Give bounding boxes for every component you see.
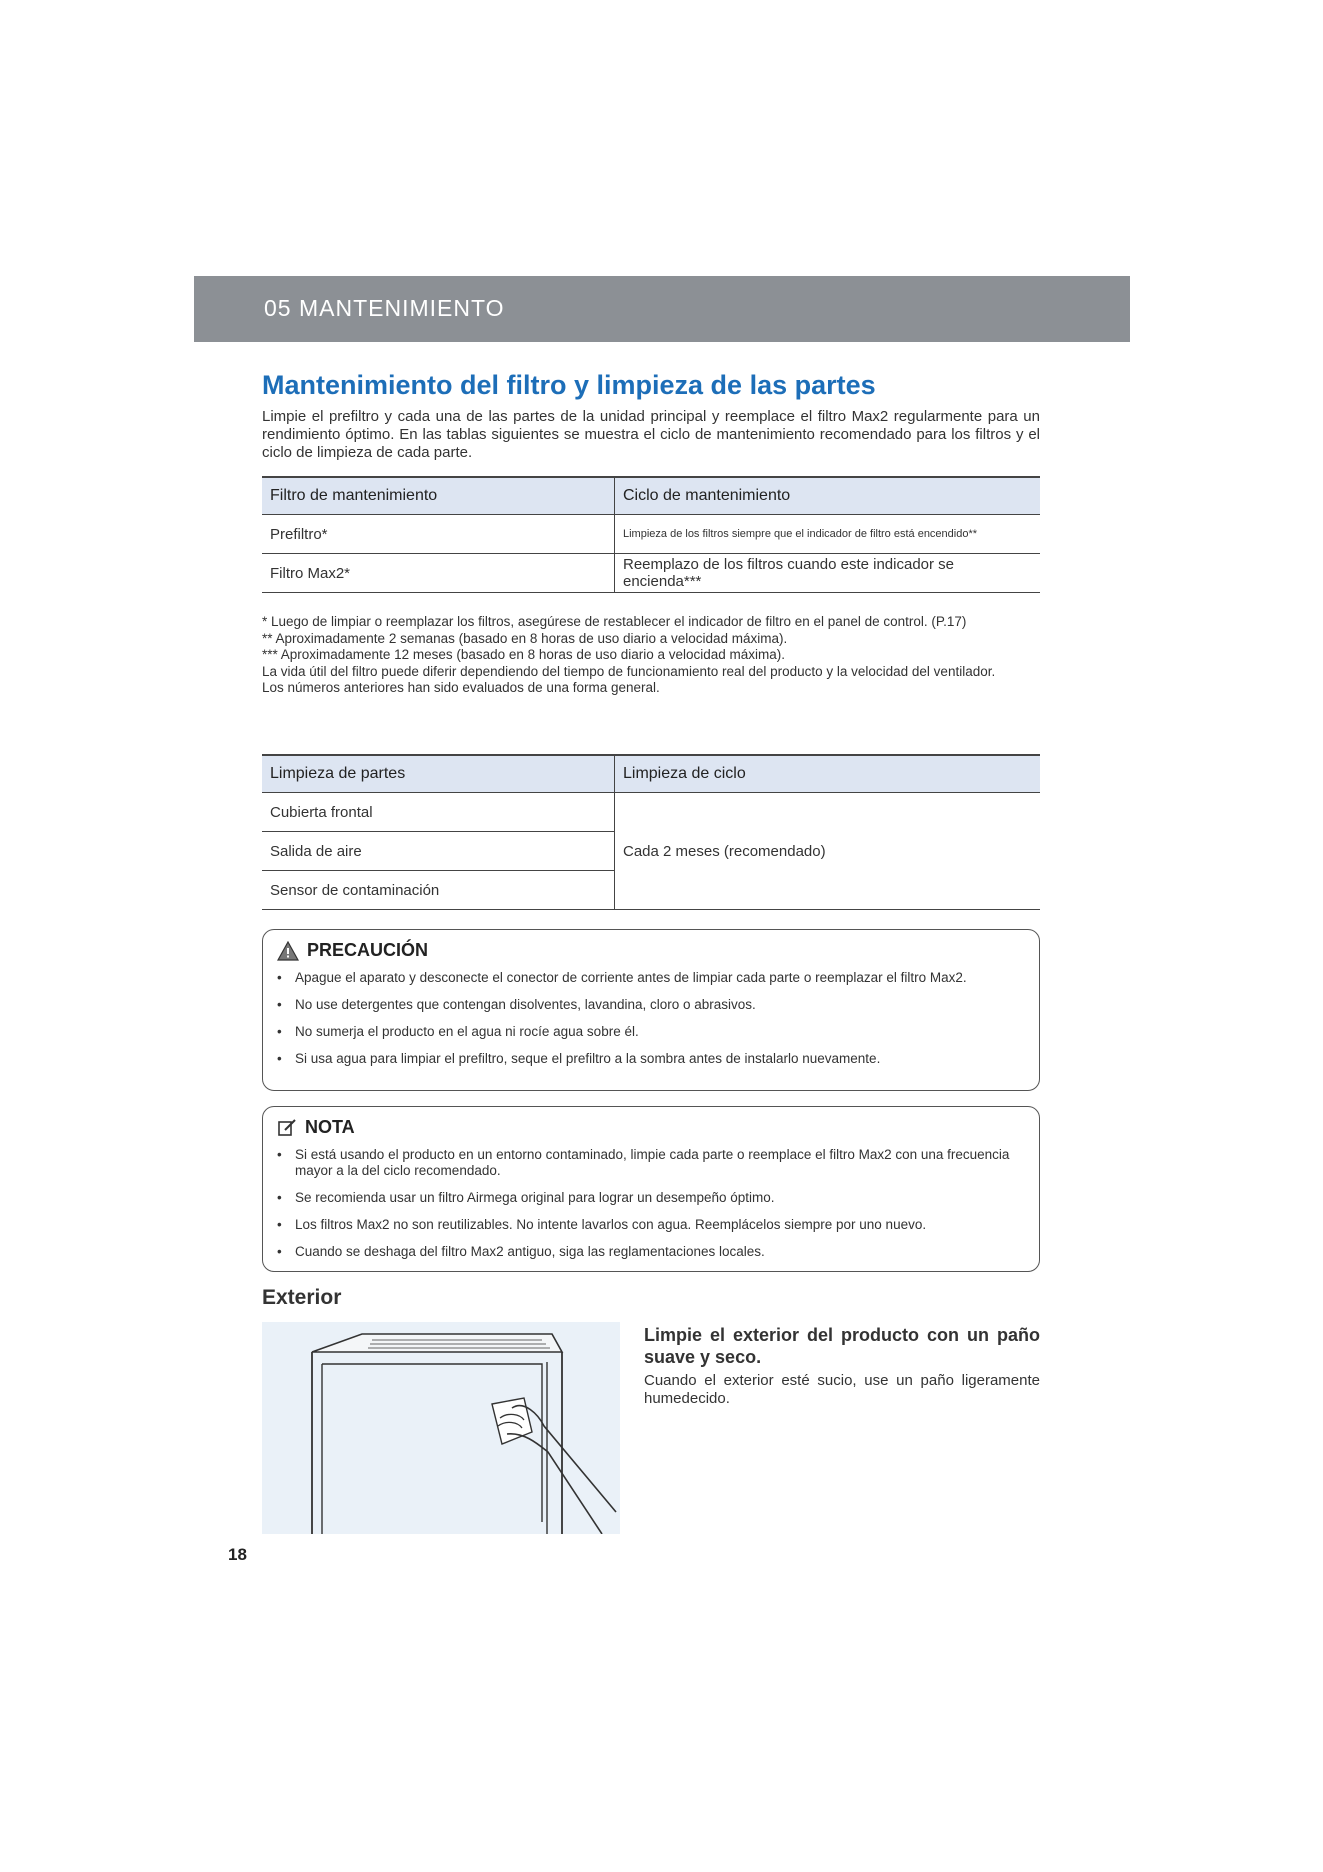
intro-paragraph: Limpie el prefiltro y cada una de las partes de la unidad principal y reemplace el filtro Max2 regularmente para un rendimiento óptimo. En las tablas siguientes se muestra el ciclo de mantenimiento recomendado para los filtros y el ciclo de limpieza de cada parte. [262, 408, 1040, 461]
table-cell: Salida de aire [262, 832, 615, 871]
list-item: • Si usa agua para limpiar el prefiltro, seque el prefiltro a la sombra antes de instalarlo nuevamente. [273, 1051, 1023, 1067]
note-header [277, 1117, 355, 1138]
caution-list [273, 970, 1023, 1078]
warning-triangle-icon [277, 941, 299, 961]
exterior-instruction-body: Cuando el exterior esté sucio, use un paño ligeramente humedecido. [644, 1372, 1040, 1407]
table-cell: Cubierta frontal [262, 793, 615, 832]
table-cell: Filtro Max2* [262, 554, 615, 593]
note-pencil-icon [277, 1118, 297, 1138]
table-cell: Prefiltro* [262, 515, 615, 554]
purifier-cleaning-illustration [262, 1322, 620, 1534]
note-title: NOTA [305, 1117, 355, 1137]
page-title: Mantenimiento del filtro y limpieza de las partes [262, 370, 876, 400]
table-row [262, 515, 1040, 554]
list-item: • No sumerja el producto en el agua ni rocíe agua sobre él. [273, 1024, 1023, 1040]
caution-header [277, 940, 428, 961]
footnotes [262, 614, 1052, 697]
filter-maintenance-table [262, 476, 1040, 593]
section-banner [194, 276, 1130, 342]
footnote: Los números anteriores han sido evaluados de una forma general. [262, 680, 660, 695]
exterior-heading: Exterior [262, 1286, 342, 1309]
table-cell: Cada 2 meses (recomendado) [615, 793, 1041, 910]
column-header: Limpieza de partes [262, 755, 615, 793]
column-header: Limpieza de ciclo [615, 755, 1041, 793]
footnote: ** Aproximadamente 2 semanas (basado en 8 horas de uso diario a velocidad máxima). [262, 630, 788, 646]
section-label: 05 MANTENIMIENTO [264, 295, 505, 321]
column-header: Filtro de mantenimiento [262, 477, 615, 515]
parts-cleaning-table [262, 754, 1040, 910]
footnote: *** Aproximadamente 12 meses (basado en 8 horas de uso diario a velocidad máxima). [262, 647, 786, 662]
table-cell: Reemplazo de los filtros cuando este indicador se encienda*** [615, 554, 1041, 593]
caution-box [262, 929, 1040, 1091]
table-header-row [262, 477, 1040, 515]
list-item: • Los filtros Max2 no son reutilizables. No intente lavarlos con agua. Reemplácelos siempre por uno nuevo. [273, 1217, 1023, 1233]
list-item: • Cuando se deshaga del filtro Max2 antiguo, siga las reglamentaciones locales. [273, 1244, 1023, 1260]
footnote: La vida útil del filtro puede diferir dependiendo del tiempo de funcionamiento real del producto y la velocidad del ventilador. [262, 663, 996, 679]
note-list [273, 1147, 1023, 1271]
list-item: • No use detergentes que contengan disolventes, lavandina, cloro o abrasivos. [273, 997, 1023, 1013]
table-cell: Sensor de contaminación [262, 871, 615, 910]
list-item: • Si está usando el producto en un entorno contaminado, limpie cada parte o reemplace el filtro Max2 con una frecuencia mayor a la del ciclo recomendado. [273, 1147, 1023, 1179]
page-number: 18 [228, 1545, 247, 1564]
footnote: * Luego de limpiar o reemplazar los filtros, asegúrese de restablecer el indicador de filtro en el panel de control. (P.17) [262, 614, 967, 629]
list-item: • Apague el aparato y desconecte el conector de corriente antes de limpiar cada parte o reemplazar el filtro Max2. [273, 970, 1023, 986]
list-item: • Se recomienda usar un filtro Airmega original para lograr un desempeño óptimo. [273, 1190, 1023, 1206]
note-box [262, 1106, 1040, 1272]
table-header-row [262, 755, 1040, 793]
table-cell: Limpieza de los filtros siempre que el indicador de filtro está encendido** [615, 515, 1041, 554]
caution-title: PRECAUCIÓN [307, 940, 429, 960]
exterior-instruction-title: Limpie el exterior del producto con un paño suave y seco. [644, 1325, 1040, 1367]
column-header: Ciclo de mantenimiento [615, 477, 1041, 515]
table-row [262, 554, 1040, 593]
table-row [262, 793, 1040, 832]
exterior-illustration [262, 1322, 620, 1534]
